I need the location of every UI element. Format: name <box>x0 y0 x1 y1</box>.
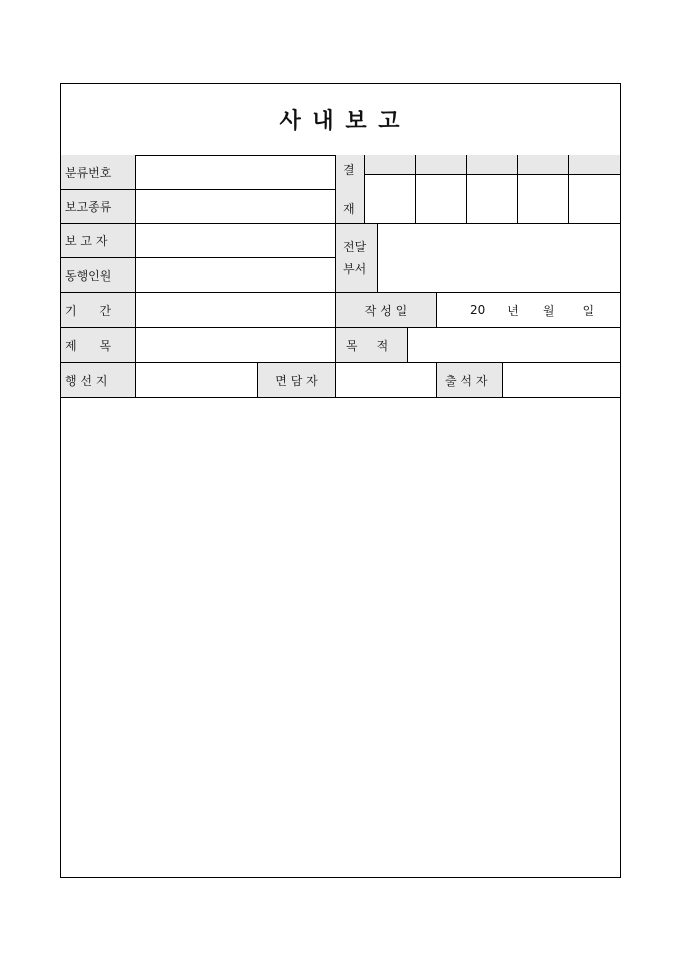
approval-header-cell <box>518 155 569 175</box>
date-written-label: 작 성 일 <box>336 293 437 328</box>
approval-label-2: 재 <box>343 202 355 216</box>
classification-no-label: 분류번호 <box>61 155 136 190</box>
date-written-field[interactable] <box>437 293 620 328</box>
approval-header-cell <box>467 155 518 175</box>
approval-header-cell <box>569 155 620 175</box>
approval-label-1: 결 <box>343 163 355 177</box>
report-body-area[interactable] <box>61 398 620 877</box>
period-label: 기 간 <box>61 293 136 328</box>
subject-field[interactable] <box>136 328 336 363</box>
forward-dept-field[interactable] <box>378 224 620 293</box>
date-month-label: 월 <box>542 303 555 318</box>
period-field[interactable] <box>136 293 336 328</box>
date-day-label: 일 <box>582 303 595 318</box>
report-type-label: 보고종류 <box>61 190 136 224</box>
classification-no-field[interactable] <box>136 155 336 190</box>
forward-dept-label-2: 부서 <box>343 262 367 276</box>
destination-field[interactable] <box>136 363 258 398</box>
approval-header-cell <box>365 155 416 175</box>
approval-header-cell <box>416 155 467 175</box>
approval-sign-cell[interactable] <box>569 175 620 224</box>
date-year-label: 년 <box>507 303 519 318</box>
attendees-field[interactable] <box>503 363 620 398</box>
attendees-label: 출 석 자 <box>437 363 503 398</box>
destination-label: 행 선 지 <box>61 363 136 398</box>
interviewee-label: 면 담 자 <box>258 363 336 398</box>
report-form <box>60 83 621 878</box>
forward-dept-label-1: 전달 <box>343 240 367 254</box>
approval-sign-cell[interactable] <box>518 175 569 224</box>
form-title: 사 내 보 고 <box>61 84 620 156</box>
companions-label: 동행인원 <box>61 258 136 293</box>
approval-sign-cell[interactable] <box>467 175 518 224</box>
approval-sign-cell[interactable] <box>416 175 467 224</box>
reporter-field[interactable] <box>136 224 336 258</box>
report-type-field[interactable] <box>136 190 336 224</box>
purpose-field[interactable] <box>408 328 620 363</box>
interviewee-field[interactable] <box>336 363 437 398</box>
reporter-label: 보 고 자 <box>61 224 136 258</box>
subject-label: 제 목 <box>61 328 136 363</box>
companions-field[interactable] <box>136 258 336 293</box>
approval-sign-cell[interactable] <box>365 175 416 224</box>
date-year-prefix: 20 <box>470 303 486 317</box>
purpose-label: 목 적 <box>336 328 408 363</box>
